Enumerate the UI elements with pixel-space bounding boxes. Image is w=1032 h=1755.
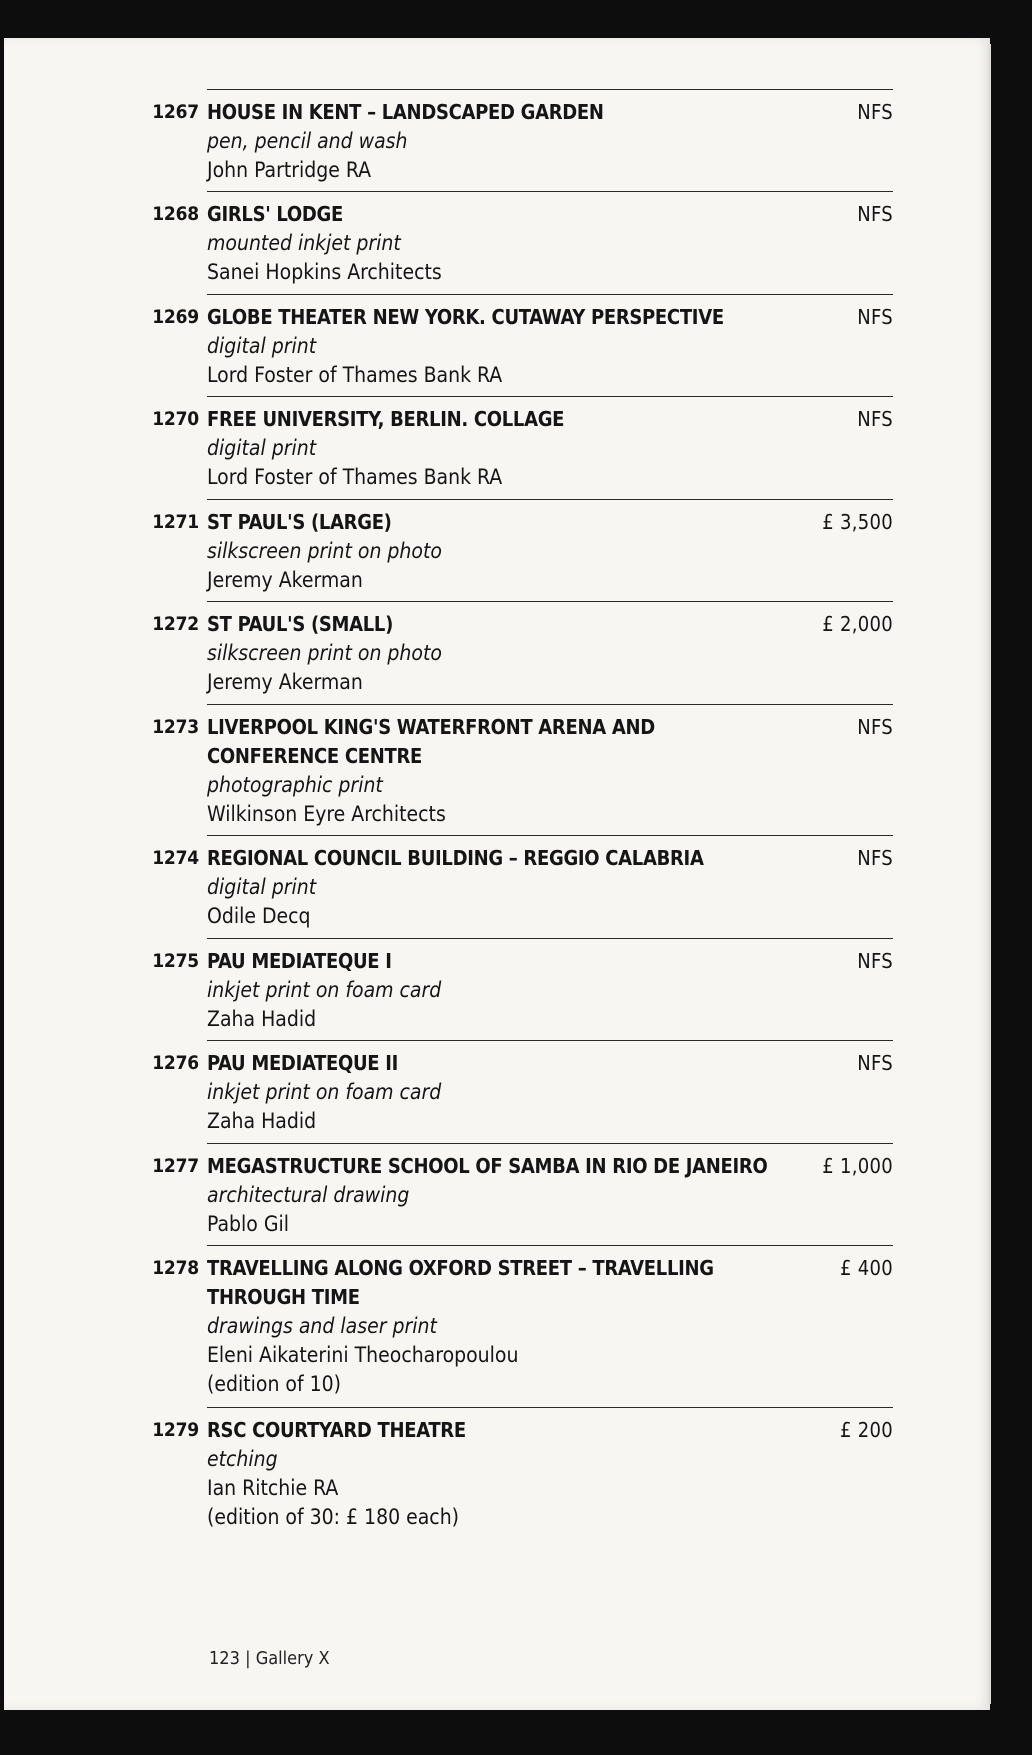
catalogue-entry [152, 835, 893, 938]
entry-title: PAU MEDIATEQUE I [207, 949, 392, 973]
entry-number: 1267 [152, 101, 199, 123]
entry-number: 1278 [152, 1257, 199, 1279]
entry-artist: Jeremy Akerman [207, 568, 363, 592]
catalogue-entry [152, 1245, 893, 1407]
entry-price: £ 3,500 [822, 510, 893, 534]
entry-title: MEGASTRUCTURE SCHOOL OF SAMBA IN RIO DE JANEIRO [207, 1154, 768, 1178]
entry-artist: Wilkinson Eyre Architects [207, 802, 446, 826]
entry-number: 1277 [152, 1155, 199, 1177]
page-footer [209, 1648, 330, 1669]
entry-medium: digital print [207, 436, 317, 460]
footer-separator: | [245, 1648, 251, 1669]
catalogue-entry [152, 499, 893, 601]
catalogue-entry [152, 1143, 893, 1245]
entry-artist: Sanei Hopkins Architects [207, 260, 442, 284]
catalogue-entry [152, 191, 893, 294]
entry-artist: Lord Foster of Thames Bank RA [207, 465, 503, 489]
page-edge [988, 44, 991, 1704]
entry-edition: (edition of 10) [207, 1372, 342, 1396]
entry-number: 1272 [152, 613, 199, 635]
entry-number: 1271 [152, 511, 199, 533]
entry-price: NFS [857, 305, 893, 329]
entry-number: 1279 [152, 1419, 199, 1441]
entry-artist: Lord Foster of Thames Bank RA [207, 363, 503, 387]
entry-number: 1276 [152, 1052, 199, 1074]
entry-number: 1273 [152, 716, 199, 738]
entry-medium: silkscreen print on photo [207, 641, 442, 665]
catalogue-entry [152, 704, 893, 835]
entry-number: 1274 [152, 847, 199, 869]
entry-artist: Pablo Gil [207, 1212, 289, 1236]
entry-medium: mounted inkjet print [207, 231, 401, 255]
entry-price: £ 1,000 [822, 1154, 893, 1178]
entry-artist: Eleni Aikaterini Theocharopoulou [207, 1343, 519, 1367]
entry-price: £ 2,000 [822, 612, 893, 636]
section-name: Gallery X [255, 1648, 330, 1669]
entry-title: FREE UNIVERSITY, BERLIN. COLLAGE [207, 407, 565, 431]
entry-artist: Zaha Hadid [207, 1007, 317, 1031]
catalogue-list [152, 89, 893, 1542]
entry-medium: digital print [207, 334, 317, 358]
entry-artist: Ian Ritchie RA [207, 1476, 339, 1500]
entry-medium: photographic print [207, 773, 383, 797]
catalogue-entry [152, 1040, 893, 1143]
catalogue-entry [152, 601, 893, 704]
entry-title: REGIONAL COUNCIL BUILDING – REGGIO CALABRIA [207, 846, 704, 870]
entry-title: GLOBE THEATER NEW YORK. CUTAWAY PERSPECTIVE [207, 305, 724, 329]
entry-medium: silkscreen print on photo [207, 539, 442, 563]
entry-medium: etching [207, 1447, 278, 1471]
entry-medium: architectural drawing [207, 1183, 410, 1207]
catalogue-entry [152, 938, 893, 1040]
entry-medium: inkjet print on foam card [207, 978, 442, 1002]
entry-medium: inkjet print on foam card [207, 1080, 442, 1104]
entry-medium: drawings and laser print [207, 1314, 437, 1338]
entry-title: GIRLS' LODGE [207, 202, 343, 226]
entry-number: 1275 [152, 950, 199, 972]
entry-price: NFS [857, 100, 893, 124]
entry-price: NFS [857, 846, 893, 870]
entry-medium: digital print [207, 875, 317, 899]
entry-title: RSC COURTYARD THEATRE [207, 1418, 466, 1442]
entry-price: NFS [857, 715, 893, 739]
catalogue-entry [152, 89, 893, 191]
entry-edition: (edition of 30: £ 180 each) [207, 1505, 460, 1529]
entry-title: HOUSE IN KENT – LANDSCAPED GARDEN [207, 100, 604, 124]
entry-artist: John Partridge RA [207, 158, 372, 182]
entry-artist: Odile Decq [207, 904, 311, 928]
entry-number: 1269 [152, 306, 199, 328]
catalogue-entry [152, 1407, 893, 1542]
entry-title: PAU MEDIATEQUE II [207, 1051, 399, 1075]
entry-number: 1270 [152, 408, 199, 430]
entry-price: NFS [857, 1051, 893, 1075]
entry-price: NFS [857, 202, 893, 226]
catalogue-entry [152, 294, 893, 396]
entry-price: £ 400 [840, 1256, 893, 1280]
entry-price: £ 200 [840, 1418, 893, 1442]
entry-artist: Jeremy Akerman [207, 670, 363, 694]
entry-medium: pen, pencil and wash [207, 129, 408, 153]
entry-price: NFS [857, 949, 893, 973]
entry-title: ST PAUL'S (SMALL) [207, 612, 394, 636]
entry-number: 1268 [152, 203, 199, 225]
entry-title: ST PAUL'S (LARGE) [207, 510, 392, 534]
entry-artist: Zaha Hadid [207, 1109, 317, 1133]
entry-title: LIVERPOOL KING'S WATERFRONT ARENA AND CONFERENCE CENTRE [207, 715, 655, 768]
entry-price: NFS [857, 407, 893, 431]
page-number: 123 [209, 1648, 240, 1669]
entry-title: TRAVELLING ALONG OXFORD STREET – TRAVELLING THROUGH TIME [207, 1256, 714, 1309]
catalogue-entry [152, 396, 893, 499]
